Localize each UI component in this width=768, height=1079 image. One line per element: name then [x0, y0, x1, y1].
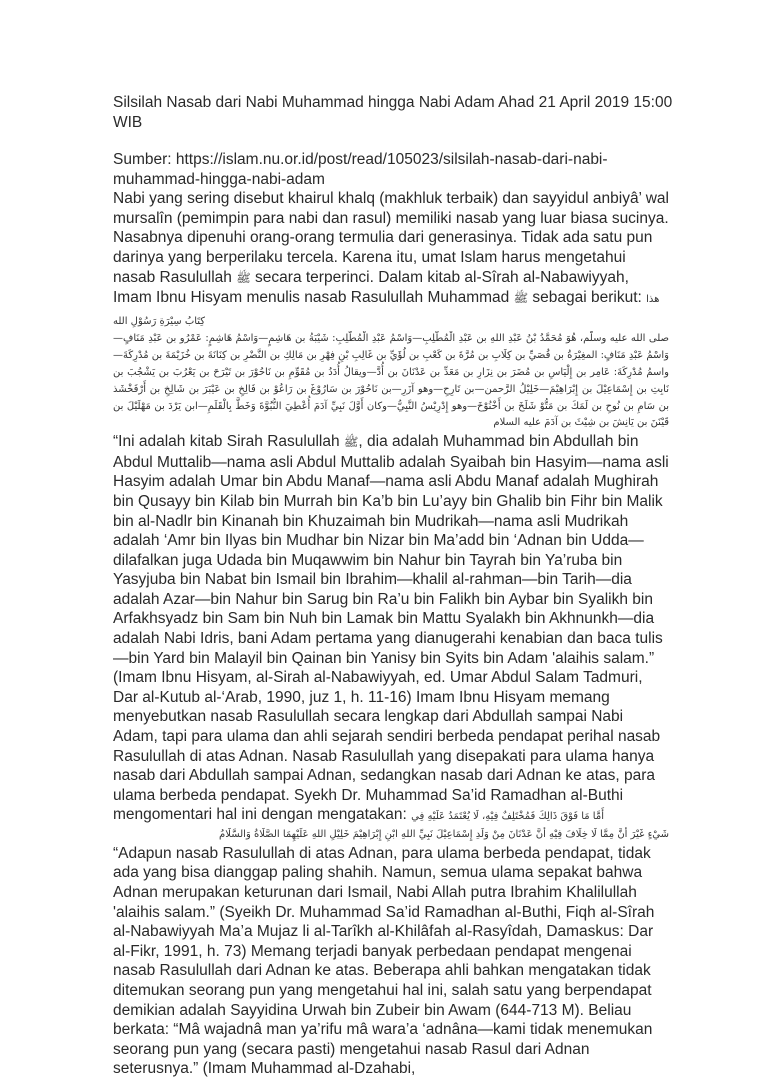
intro-text-c: sebagai berikut: [532, 289, 642, 307]
saw-seal-icon: ﷺ [513, 291, 529, 306]
arabic-intro: هذا كِتَابُ سِيْرَةِ رَسُوْلِ الله [113, 294, 660, 327]
translation-text-b: , dia adalah Muhammad bin Abdullah bin Abdul Muttalib—nama asli Abdul Muttalib adalah Syaibah bin Hasyim—nama asli Hasyim adalah Umar bin Abdu Manaf—nama asli Abdu Manaf adalah Mughirah bin Qusayy bin Kilab bin Murrah bin Ka’b bin Lu’ayy bin Ghalib bin Fihr bin Malik bin al-Nadlr bin Kinanah bin Khuzaimah bin Mudrikah—nama asli Mudrikah adalah ‘Amr bin Ilyas bin Mudhar bin Nizar bin Ma’add bin ‘Adnan bin Udda—dilafalkan juga Udada bin Muqawwim bin Nahur bin Tayrah bin Ya’ruba bin Yasyjuba bin Nabat bin Ismail bin Ibrahim—khalil al-rahman—bin Tarih—dia adalah Azar—bin Nahur bin Sarug bin Ra’u bin Falikh bin Aybar bin Syalikh bin Arfakhsyadz bin Sam bin Nuh bin Lamak bin Mattu Syalakh bin Akhnunkh—dia adalah Nabi Idris, bani Adam pertama yang dianugerahi kenabian dan baca tulis—bin Yard bin Malayil bin Qainan bin Yanisy bin Syits bin Adam 'alaihis salam.” (Imam Ibnu Hisyam, al-Sirah al-Nabawiyyah, ed. Umar Abdul Salam Tadmuri, Dar al-Kutub al-‘Arab, 1990, juz 1, h. 11-16) Imam Ibnu Hisyam memang menyebutkan nasab Rasulullah secara lengkap dari Abdullah sampai Nabi Adam, tapi para ulama dan ahli sejarah sendiri berbeda pendapat perihal nasab Rasulullah di atas Adnan. Nasab Rasulullah yang disepakati para ulama hanya nasab dari Abdullah sampai Adnan, sedangkan nasab dari Adnan ke atas, para ulama berbeda pendapat. Syekh Dr. Muhammad Sa’id Ramadhan al-Buthi mengomentari hal ini dengan mengatakan: [113, 433, 669, 824]
translation-paragraph [113, 432, 669, 827]
arabic-buthi-inline: أَمَّا مَا فَوْقَ ذَالِكَ فَمُخْتَلِفٌ فِيْهِ، لَا يُعْتَمَدُ عَلَيْهِ فِي [411, 811, 604, 823]
source-line: Sumber: https://islam.nu.or.id/post/read/105023/silsilah-nasab-dari-nabi-muhammad-hingga-nabi-adam [113, 151, 608, 188]
saw-seal-icon: ﷺ [343, 435, 359, 450]
intro-paragraph [113, 189, 669, 331]
document-title: Silsilah Nasab dari Nabi Muhammad hingga Nabi Adam Ahad 21 April 2019 15:00 WIB [113, 94, 673, 131]
saw-seal-icon: ﷺ [236, 270, 251, 285]
translation-text-a: “Ini adalah kitab Sirah Rasulullah [113, 433, 340, 451]
commentary-paragraph: “Adapun nasab Rasulullah di atas Adnan, para ulama berbeda pendapat, tidak ada yang bisa dianggap paling shahih. Namun, semua ulama sepakat bahwa Adnan merupakan keturunan dari Ismail, Nabi Allah putra Ibrahim Khalilullah 'alaihis salam.” (Syeikh Dr. Muhammad Sa’id Ramadhan al-Buthi, Fiqh al-Sîrah al-Nabawiyyah Ma’a Mujaz li al-Tarîkh al-Khilâfah al-Rasyîdah, Damaskus: Dar al-Fikr, 1991, h. 73) Memang terjadi banyak perbedaan pendapat mengenai nasab Rasulullah dari Adnan ke atas. Beberapa ahli bahkan mengatakan tidak ditemukan seorang pun yang mengetahui hal ini, salah satu yang berpendapat demikian adalah Sayyidina Urwah bin Zubeir bin Awam (644-713 M). Beliau berkata: “Mâ wajadnâ man ya’rifu mâ wara’a ‘adnâna—kami tidak menemukan seorang pun yang (secara pasti) mengetahui nasab Rasul dari Adnan seterusnya.” (Imam Muhammad al-Dzahabi, [113, 844, 655, 1078]
intro-text-b: secara terperinci. Dalam kitab al-Sîrah al-Nabawiyyah, Imam Ibnu Hisyam menulis nasab Rasulullah Muhammad [113, 268, 629, 307]
intro-text-a: Nabi yang sering disebut khairul khalq (makhluk terbaik) dan sayyidul anbiyâ’ wal mursalîn (pemimpin para nabi dan rasul) memiliki nasab yang luar biasa sucinya. Nasabnya dipenuhi orang-orang termulia dari generasinya. Tidak ada satu pun darinya yang berperilaku tercela. Karena itu, umat Islam harus mengetahui nasab Rasulullah [113, 190, 669, 286]
document-body [113, 150, 669, 1079]
arabic-buthi-block: شَيْءٍ غَيْرَ أَنَّ مِمَّا لَا خِلَافَ فِيْهِ أَنَّ عَدْنَانَ مِنْ وَلَدِ إِسْمَاعِيْلَ نَبِيِّ اللهِ ابْنِ إِبْرَاهِيْمَ خَلِيْلِ اللهِ عَلَيْهِمَا الصَّلَاةُ وَالسَّلَامُ [219, 829, 669, 840]
arabic-nasab-block: صلى الله عليه وسلّم، هُوَ مُحَمَّدُ بْنُ عَبْدِ اللهِ بن عَبْدِ الْمُطَّلِبِ—وَاسْمُ عَبْدِ الْمُطَّلِبِ: شَيْبَةُ بن هَاشِمٍ—وَاسْمُ هَاشِمٍ: عَمْرُو بن عَبْدِ مَنَافٍ—وَاسْمُ عَبْدِ مَنَافٍ: المغِيْرَةُ بن قُصَيِّ بن كِلَابِ بن مُرَّةَ بن كَعْبِ بن لُؤَيِّ بن غَالِبِ بْنِ فِهْرِ بن مَالِكِ بن النَّضْرِ بن كِنَانَةَ بن خُزَيْمَةَ بن مُدْرِكَةَ—واسمُ مُدْرِكَةَ: عَامِر بن إِلْيَاسِ بن مُضَرَ بن نِزَارِ بن مَعَدِّ بن عَدْنَانَ بن أُدَّ—ويقالُ أُدَدُ بن مُقَوِّمِ بن نَاحُوْرَ بن تَيْرَحَ بن يَعْرُبَ بن يَشْجُبَ بن نَابِتِ بن إِسْمَاعِيْلَ بن إِبْرَاهِيْمَ—خَلِيْلُ الرَّحمن—بن تَارِحِ—وهو آزَرِ—بن نَاحُوْرَ بن سَارُوْغَ بن رَاعُوْ بن فَالِخِ بن عَيْبَرَ بن شَالِخِ بن أَرْفَخْشَذ بن سَامِ بن نُوحِ بن لَمَكَ بن مَتُّوْ شَلَخَ بن أَخْنُوْخَ—وهو إِدْرِيْسُ النَّبِيُّ—وكان أَوَّلَ نَبِيِّ آدَمَ أُعْطِيَ النُّبُوَّةَ وَخَطَّ بِالْقَلَمِ—ابن يَرْدَ بن مَهْلَيْلَ بن قَيْنَنَ بن يَانِشَ بن شِيْثَ بن آدَمَ عليه السلام [113, 333, 669, 429]
